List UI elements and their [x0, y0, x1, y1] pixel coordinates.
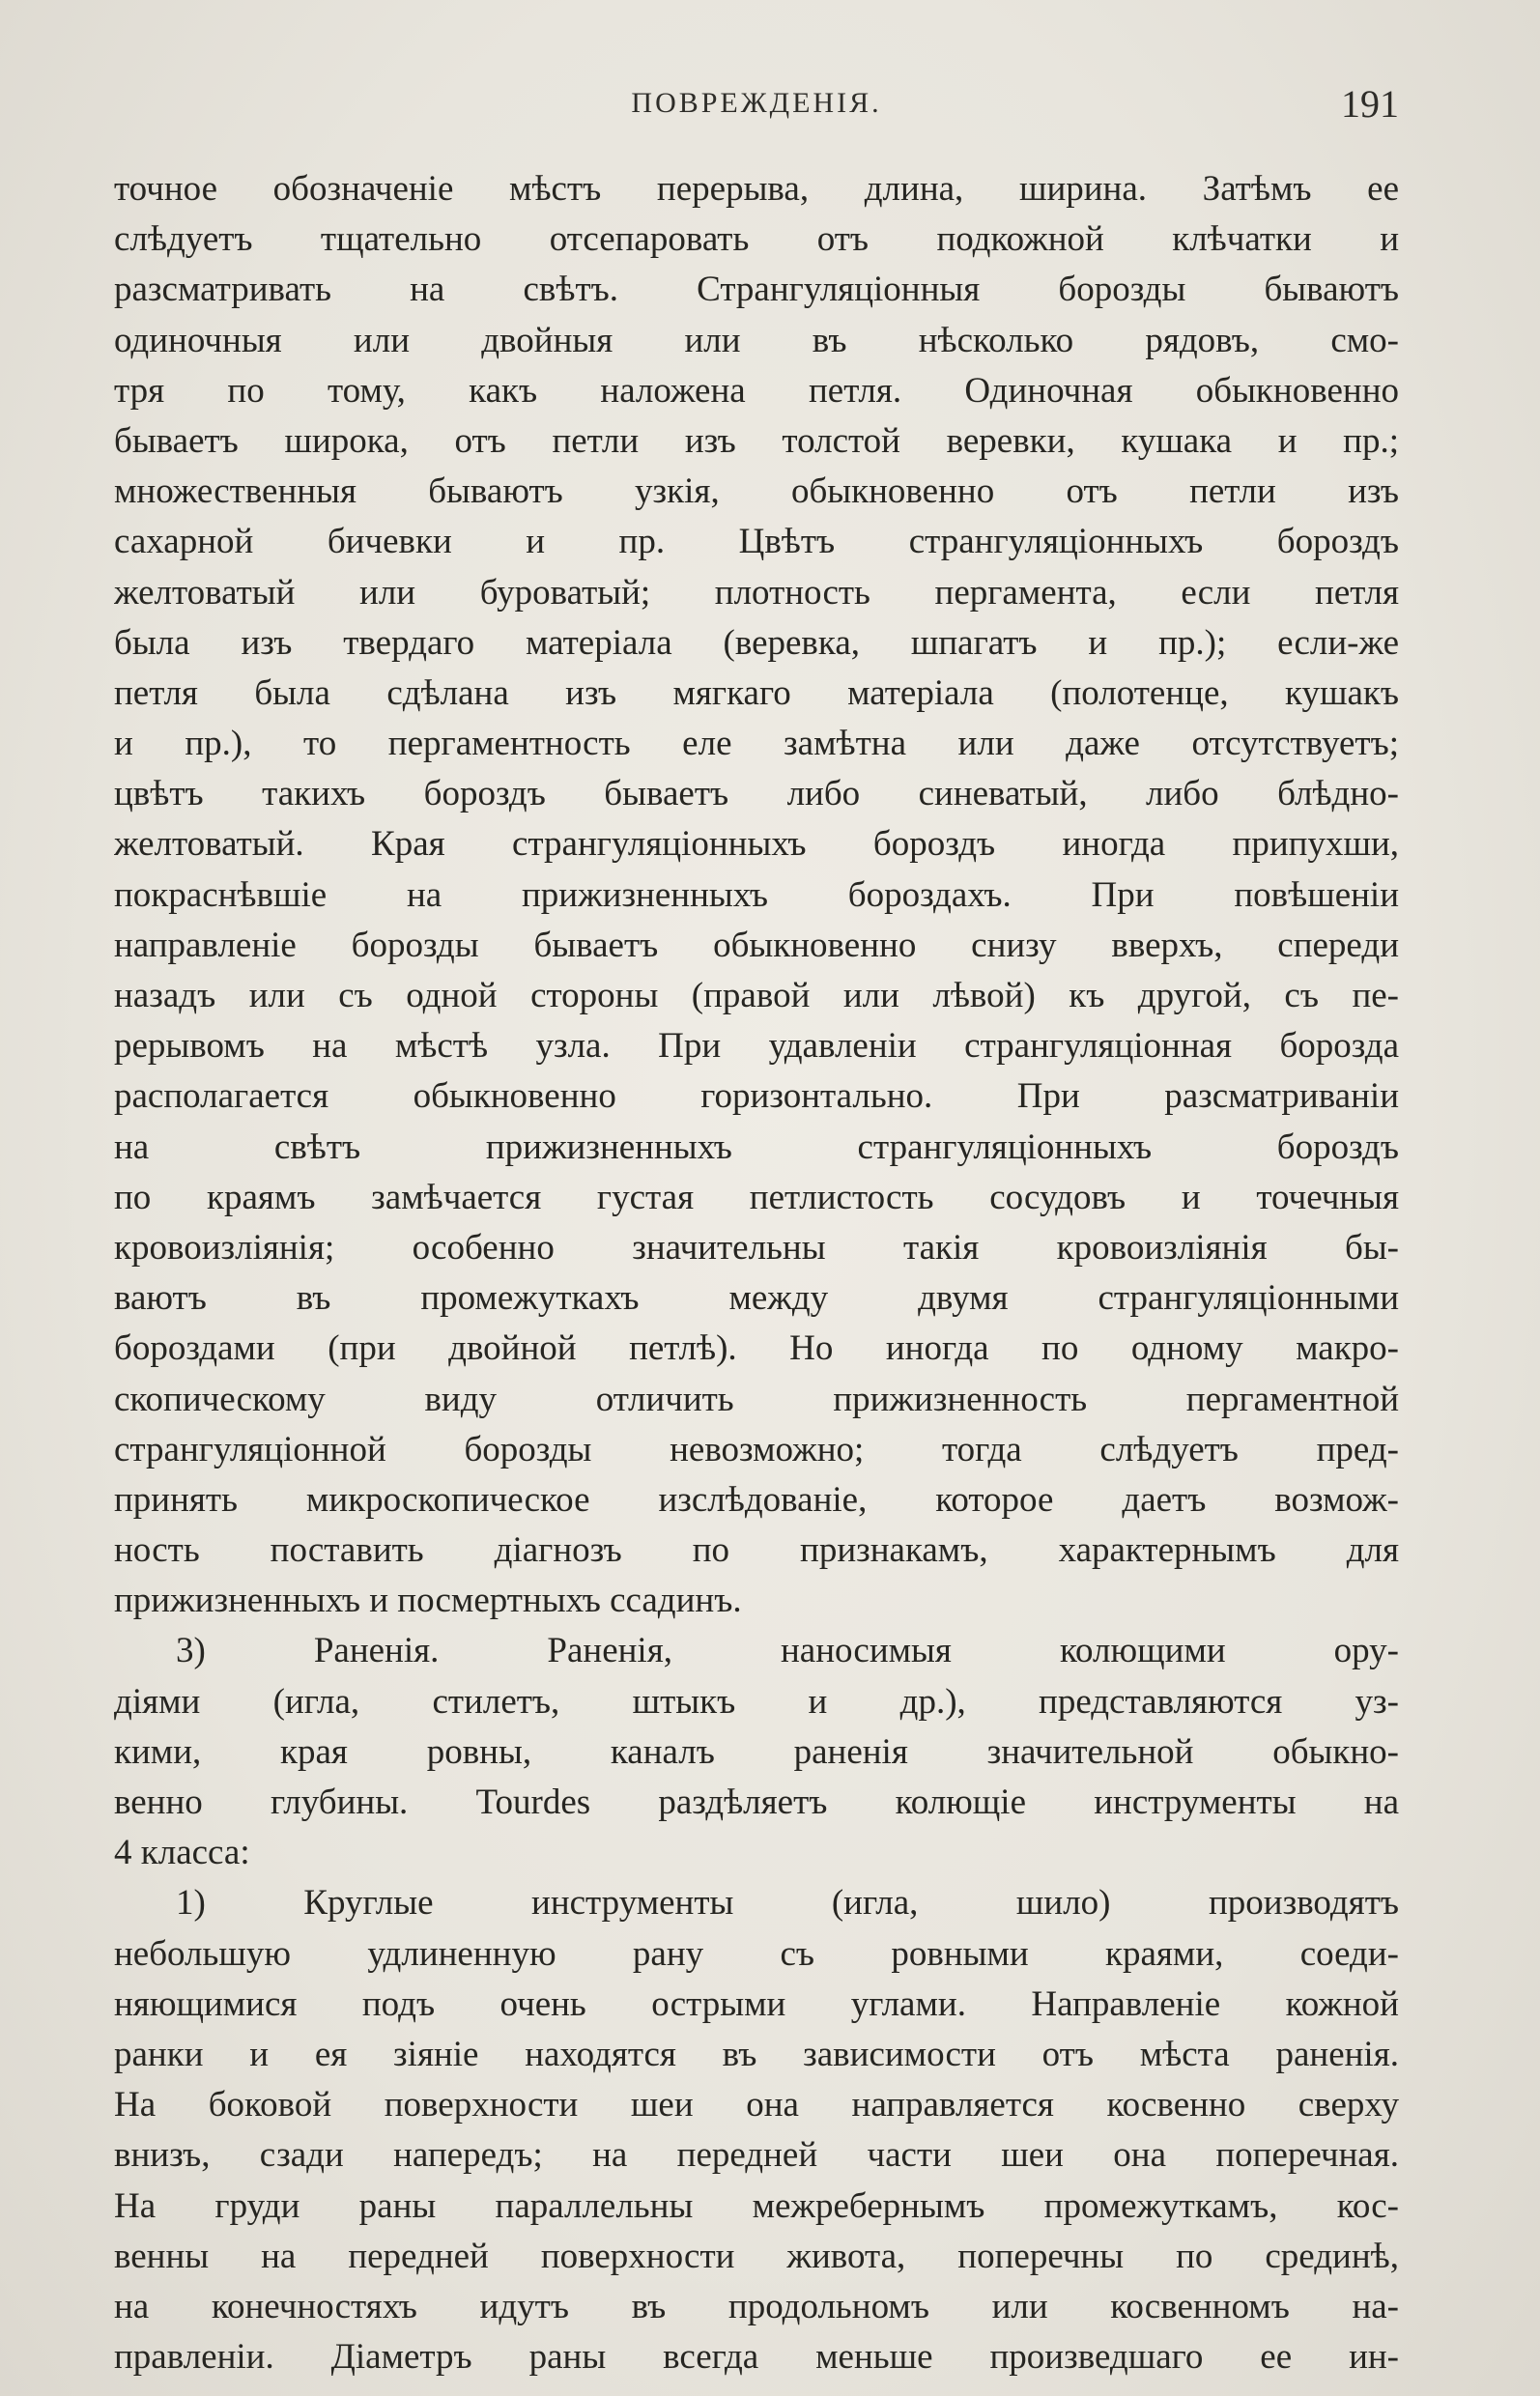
text-line: и пр.), то пергаментность еле замѣтна или даже отсутствуетъ;	[114, 724, 1399, 764]
text-line: была изъ твердаго матеріала (веревка, шпагатъ и пр.); если-же	[114, 622, 1399, 663]
text-line: тря по тому, какъ наложена петля. Одиночная обыкновенно	[114, 370, 1399, 411]
running-header	[114, 81, 1399, 135]
text-line: ность поставить діагнозъ по признакамъ, характернымъ для	[114, 1530, 1399, 1571]
text-line: множественныя бываютъ узкія, обыкновенно отъ петли изъ	[114, 471, 1399, 512]
text-line: На груди раны параллельны межребернымъ промежуткамъ, кос-	[114, 2185, 1399, 2226]
text-line: желтоватый или буроватый; плотность пергамента, если петля	[114, 572, 1399, 613]
chapter-title: ПОВРЕЖДЕНІЯ.	[631, 87, 882, 119]
text-line: одиночныя или двойныя или въ нѣсколько рядовъ, смо-	[114, 320, 1399, 360]
text-line: покраснѣвшіе на прижизненныхъ бороздахъ. При повѣшеніи	[114, 874, 1399, 915]
text-line: ваютъ въ промежуткахъ между двумя странгуляціонными	[114, 1278, 1399, 1319]
text-line: 3) Раненія. Раненія, наносимыя колющими ору-	[176, 1631, 1399, 1671]
text-line: рерывомъ на мѣстѣ узла. При удавленіи странгуляціонная борозда	[114, 1026, 1399, 1067]
text-line: венно глубины. Tourdes раздѣляетъ колющіе инструменты на	[114, 1783, 1399, 1822]
text-line: разсматривать на свѣтъ. Странгуляціонныя борозды бываютъ	[114, 270, 1399, 310]
text-line: по краямъ замѣчается густая петлистость сосудовъ и точечныя	[114, 1177, 1399, 1217]
text-line: бороздами (при двойной петлѣ). Но иногда по одному макро-	[114, 1328, 1399, 1369]
text-line: 4 класса:	[114, 1833, 250, 1873]
text-line: петля была сдѣлана изъ мягкаго матеріала (полотенце, кушакъ	[114, 672, 1399, 713]
text-line: ранки и ея зіяніе находятся въ зависимости отъ мѣста раненія.	[114, 2034, 1399, 2074]
text-line: правленіи. Діаметръ раны всегда меньше произведшаго ее ин-	[114, 2337, 1399, 2378]
text-line: кровоизліянія; особенно значительны такія кровоизліянія бы-	[114, 1227, 1399, 1268]
text-line: На боковой поверхности шеи она направляется косвенно сверху	[114, 2085, 1399, 2125]
text-line: на свѣтъ прижизненныхъ странгуляціонныхъ бороздъ	[114, 1127, 1399, 1167]
text-line: цвѣтъ такихъ бороздъ бываетъ либо синеватый, либо блѣдно-	[114, 774, 1399, 814]
text-line: точное обозначеніе мѣстъ перерыва, длина, ширина. Затѣмъ ее	[114, 169, 1399, 209]
text-line: скопическому виду отличить прижизненность пергаментной	[114, 1379, 1399, 1419]
text-line: на конечностяхъ идутъ въ продольномъ или косвенномъ на-	[114, 2286, 1399, 2326]
text-line: странгуляціонной борозды невозможно; тогда слѣдуетъ пред-	[114, 1429, 1399, 1469]
text-line: діями (игла, стилетъ, штыкъ и др.), представляются уз-	[114, 1681, 1399, 1722]
text-line: назадъ или съ одной стороны (правой или лѣвой) къ другой, съ пе-	[114, 976, 1399, 1015]
text-line: бываетъ широка, отъ петли изъ толстой веревки, кушака и пр.;	[114, 420, 1399, 461]
text-line: желтоватый. Края странгуляціонныхъ бороздъ иногда припухши,	[114, 824, 1399, 865]
text-line: венны на передней поверхности живота, поперечны по срединѣ,	[114, 2236, 1399, 2276]
text-line: няющимися подъ очень острыми углами. Направленіе кожной	[114, 1983, 1399, 2024]
text-line: слѣдуетъ тщательно отсепаровать отъ подкожной клѣчатки и	[114, 219, 1399, 260]
text-line: 1) Круглые инструменты (игла, шило) производятъ	[176, 1883, 1399, 1924]
text-line: прижизненныхъ и посмертныхъ ссадинъ.	[114, 1581, 742, 1621]
body-text	[114, 164, 1399, 2382]
text-line: сахарной бичевки и пр. Цвѣтъ странгуляціонныхъ бороздъ	[114, 522, 1399, 562]
text-line: направленіе борозды бываетъ обыкновенно снизу вверхъ, спереди	[114, 925, 1399, 965]
text-line: небольшую удлиненную рану съ ровными краями, соеди-	[114, 1933, 1399, 1974]
text-line: располагается обыкновенно горизонтально. При разсматриваніи	[114, 1076, 1399, 1117]
text-line: принять микроскопическое изслѣдованіе, которое даетъ возмож-	[114, 1479, 1399, 1520]
text-line: кими, края ровны, каналъ раненія значительной обыкно-	[114, 1731, 1399, 1772]
page-number: 191	[1341, 82, 1399, 126]
text-line: внизъ, сзади напередъ; на передней части шеи она поперечная.	[114, 2135, 1399, 2176]
